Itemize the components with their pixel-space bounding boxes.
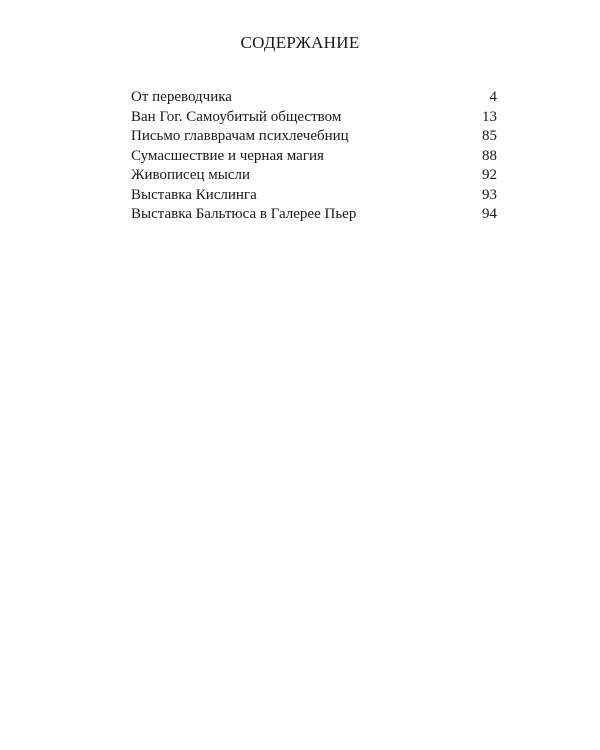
- toc-entry-title[interactable]: Выставка Кислинга: [131, 186, 257, 203]
- toc-entry-painter-of-thought[interactable]: [131, 166, 497, 186]
- toc-entry-page-number[interactable]: 4: [489, 89, 497, 105]
- toc-heading: СОДЕРЖАНИЕ: [240, 33, 360, 52]
- toc-entry-balthus-exhibition[interactable]: [131, 205, 497, 225]
- toc-entry-van-gogh[interactable]: [131, 108, 497, 128]
- toc-entry-page-number[interactable]: 94: [482, 206, 497, 222]
- toc-entry-page-number[interactable]: 93: [482, 186, 497, 203]
- toc-entry-page-number[interactable]: 92: [482, 167, 497, 183]
- toc-entry-title[interactable]: От переводчика: [131, 89, 232, 105]
- toc-entry-letter-to-asylum-directors[interactable]: [131, 127, 497, 147]
- toc-entry-title[interactable]: Письмо главврачам психлечебниц: [131, 128, 349, 144]
- toc-entry-page-number[interactable]: 13: [482, 108, 497, 125]
- toc-entry-page-number[interactable]: 85: [482, 128, 497, 144]
- toc-entry-page-number[interactable]: 88: [482, 147, 497, 164]
- toc-entry-kisling-exhibition[interactable]: [131, 186, 497, 206]
- toc-entry-madness-and-black-magic[interactable]: [131, 147, 497, 167]
- toc-entry-title[interactable]: Сумасшествие и черная магия: [131, 147, 324, 164]
- table-of-contents: [131, 88, 497, 225]
- toc-entry-title[interactable]: Выставка Бальтюса в Галерее Пьер: [131, 206, 357, 222]
- toc-entry-title[interactable]: Живописец мысли: [131, 167, 251, 183]
- toc-entry-title[interactable]: Ван Гог. Самоубитый обществом: [131, 108, 342, 125]
- toc-entry-translator-note[interactable]: [131, 88, 497, 108]
